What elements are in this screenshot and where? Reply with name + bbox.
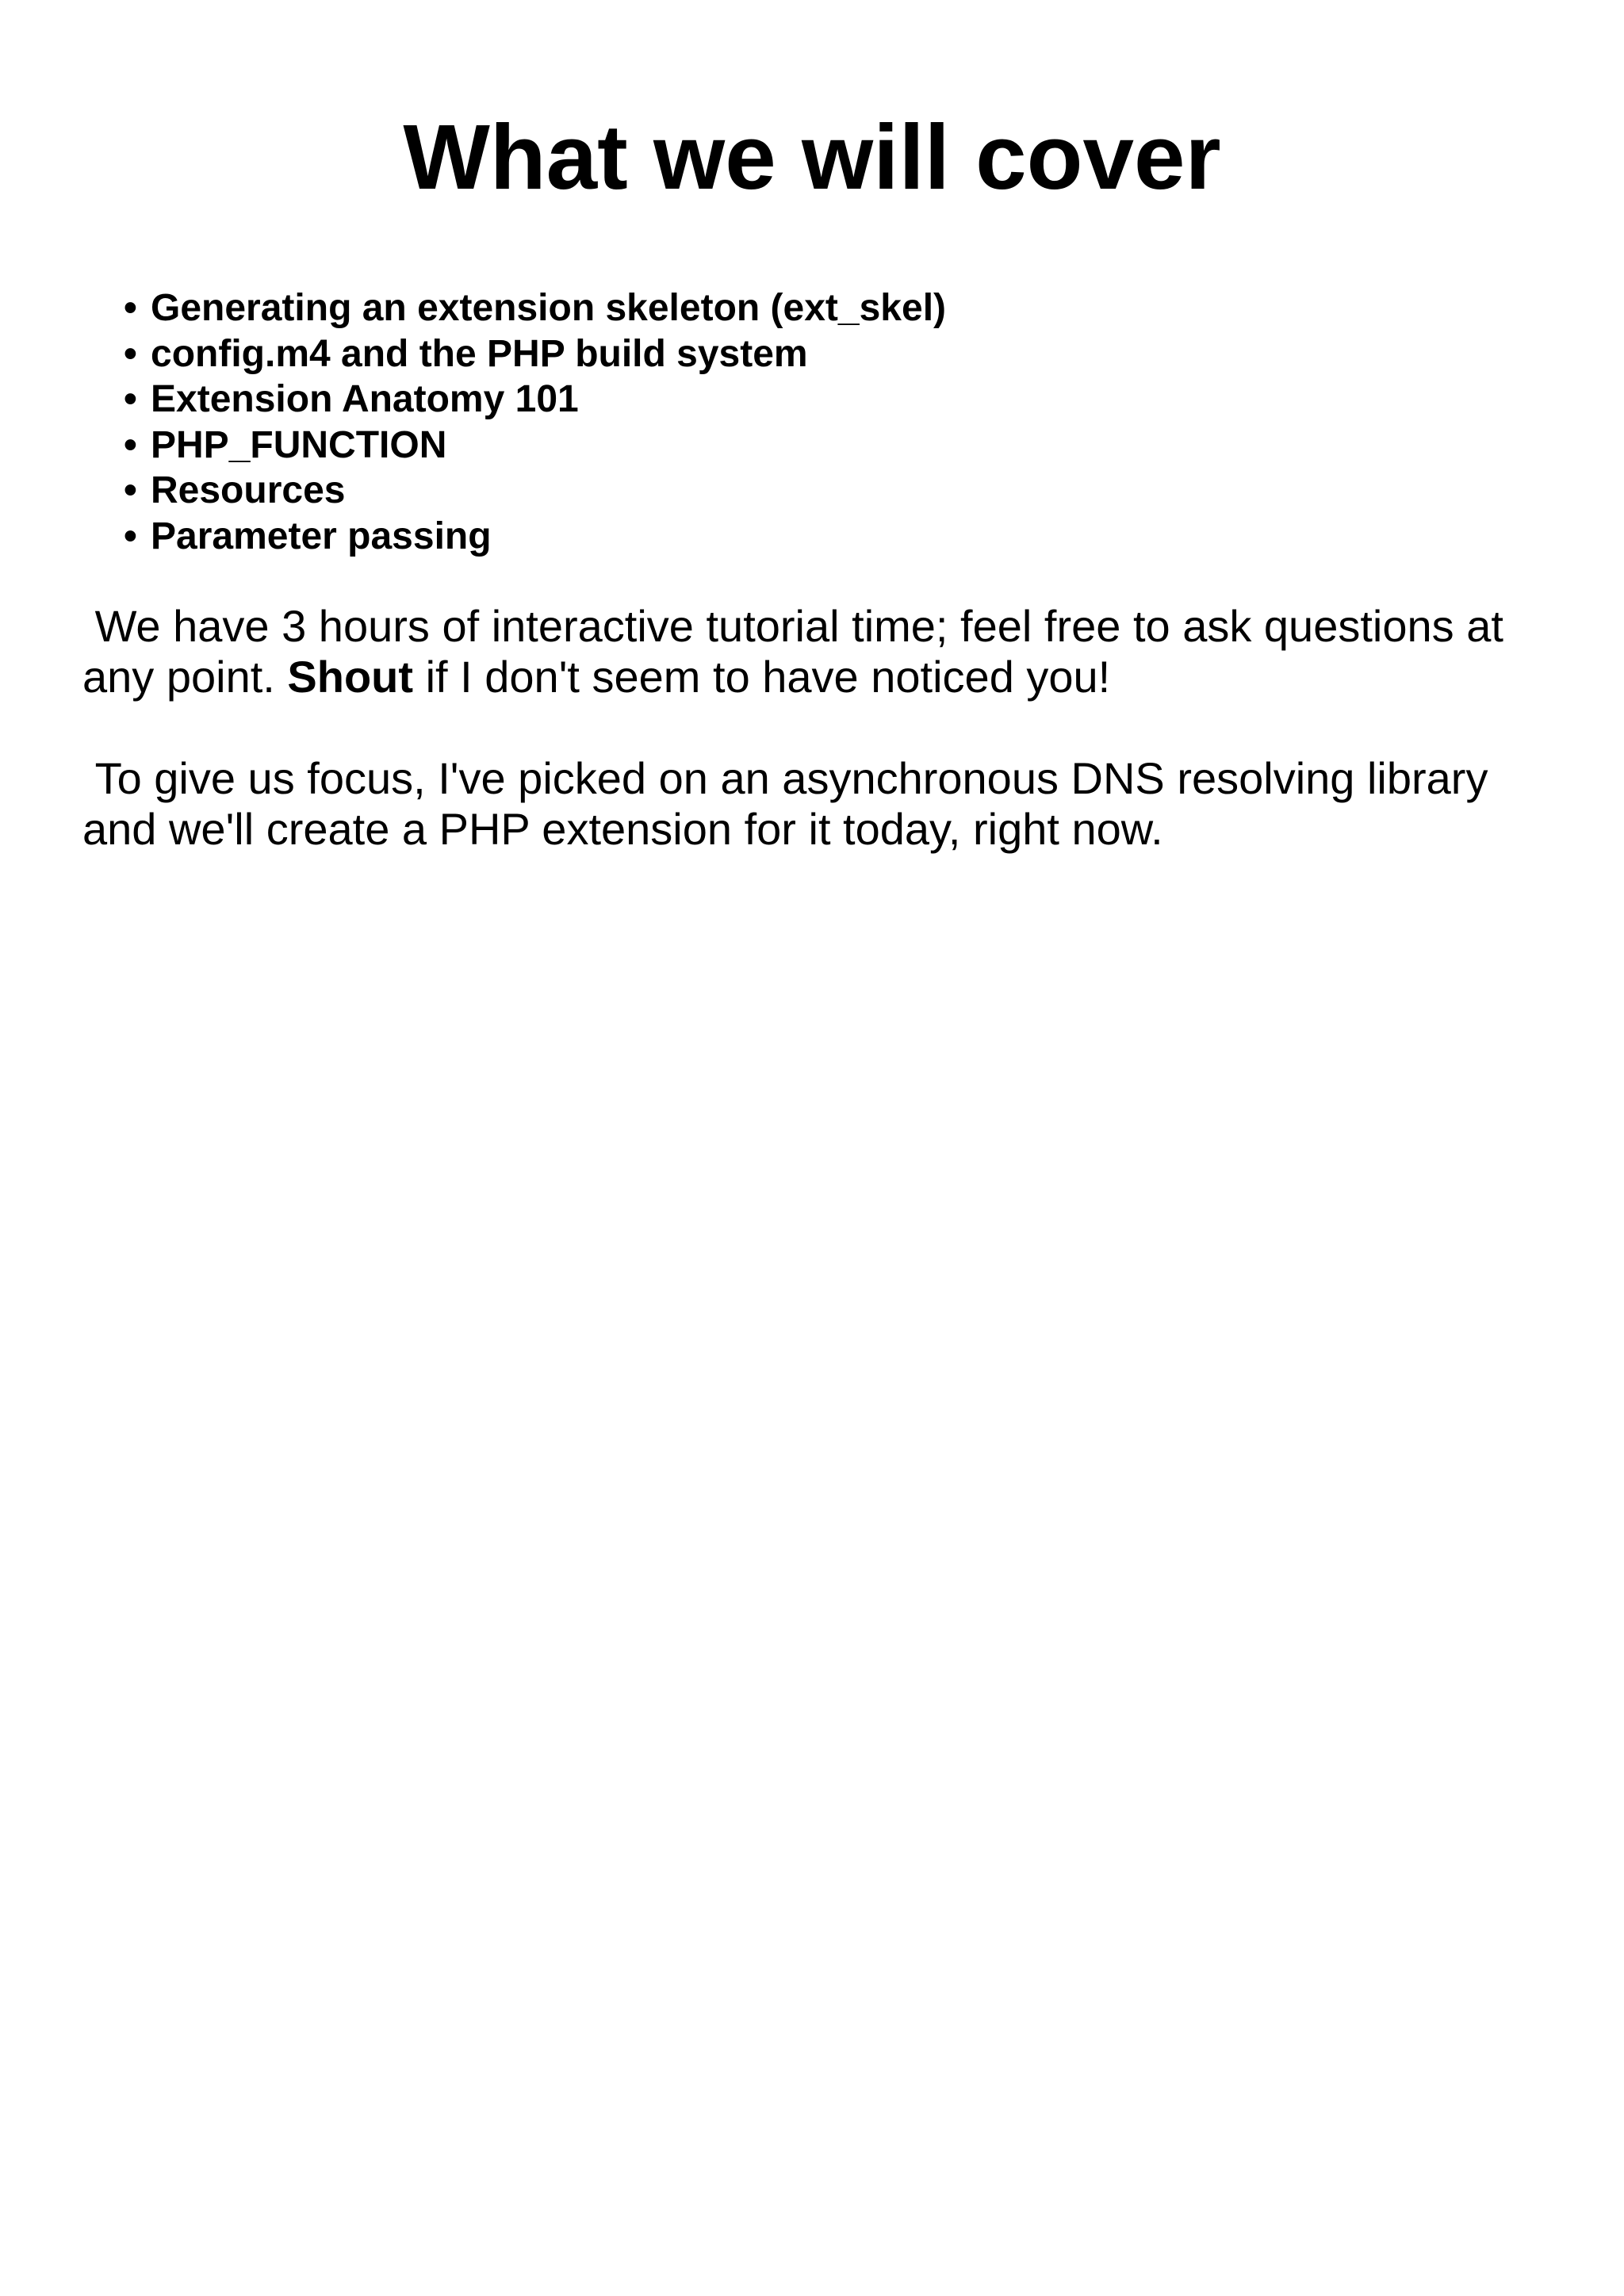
list-item [124, 468, 946, 514]
list-item-text: PHP_FUNCTION [151, 423, 447, 466]
list-item [124, 331, 946, 377]
topic-list [124, 285, 946, 559]
list-item-text: Resources [151, 469, 346, 511]
shout-emphasis: Shout [287, 652, 414, 702]
list-item [124, 285, 946, 331]
list-item-text: Parameter passing [151, 515, 492, 557]
paragraph-line: We have 3 hours of interactive tutorial time; feel free to ask questions at [82, 601, 1503, 651]
bullet-icon: • [124, 423, 137, 466]
list-item-text: config.m4 and the PHP build system [151, 332, 808, 375]
slide-title: What we will cover [403, 105, 1221, 209]
list-item-text: Extension Anatomy 101 [151, 378, 579, 420]
bullet-icon: • [124, 287, 137, 329]
paragraph-line-end: if I don't seem to have noticed you! [413, 652, 1111, 702]
paragraph-line: To give us focus, I've picked on an asynchronous DNS resolving library [82, 753, 1488, 803]
list-item [124, 423, 946, 469]
bullet-icon: • [124, 378, 137, 420]
bullet-icon: • [124, 515, 137, 557]
bullet-icon: • [124, 469, 137, 511]
tutorial-time-paragraph [82, 601, 1573, 702]
paragraph-line-start: any point. [82, 652, 288, 702]
list-item-text: Generating an extension skeleton (ext_skel) [151, 287, 947, 329]
focus-paragraph [82, 753, 1573, 855]
bullet-icon: • [124, 332, 137, 375]
list-item [124, 377, 946, 423]
list-item [124, 514, 946, 560]
paragraph-line: and we'll create a PHP extension for it today, right now. [82, 804, 1163, 854]
